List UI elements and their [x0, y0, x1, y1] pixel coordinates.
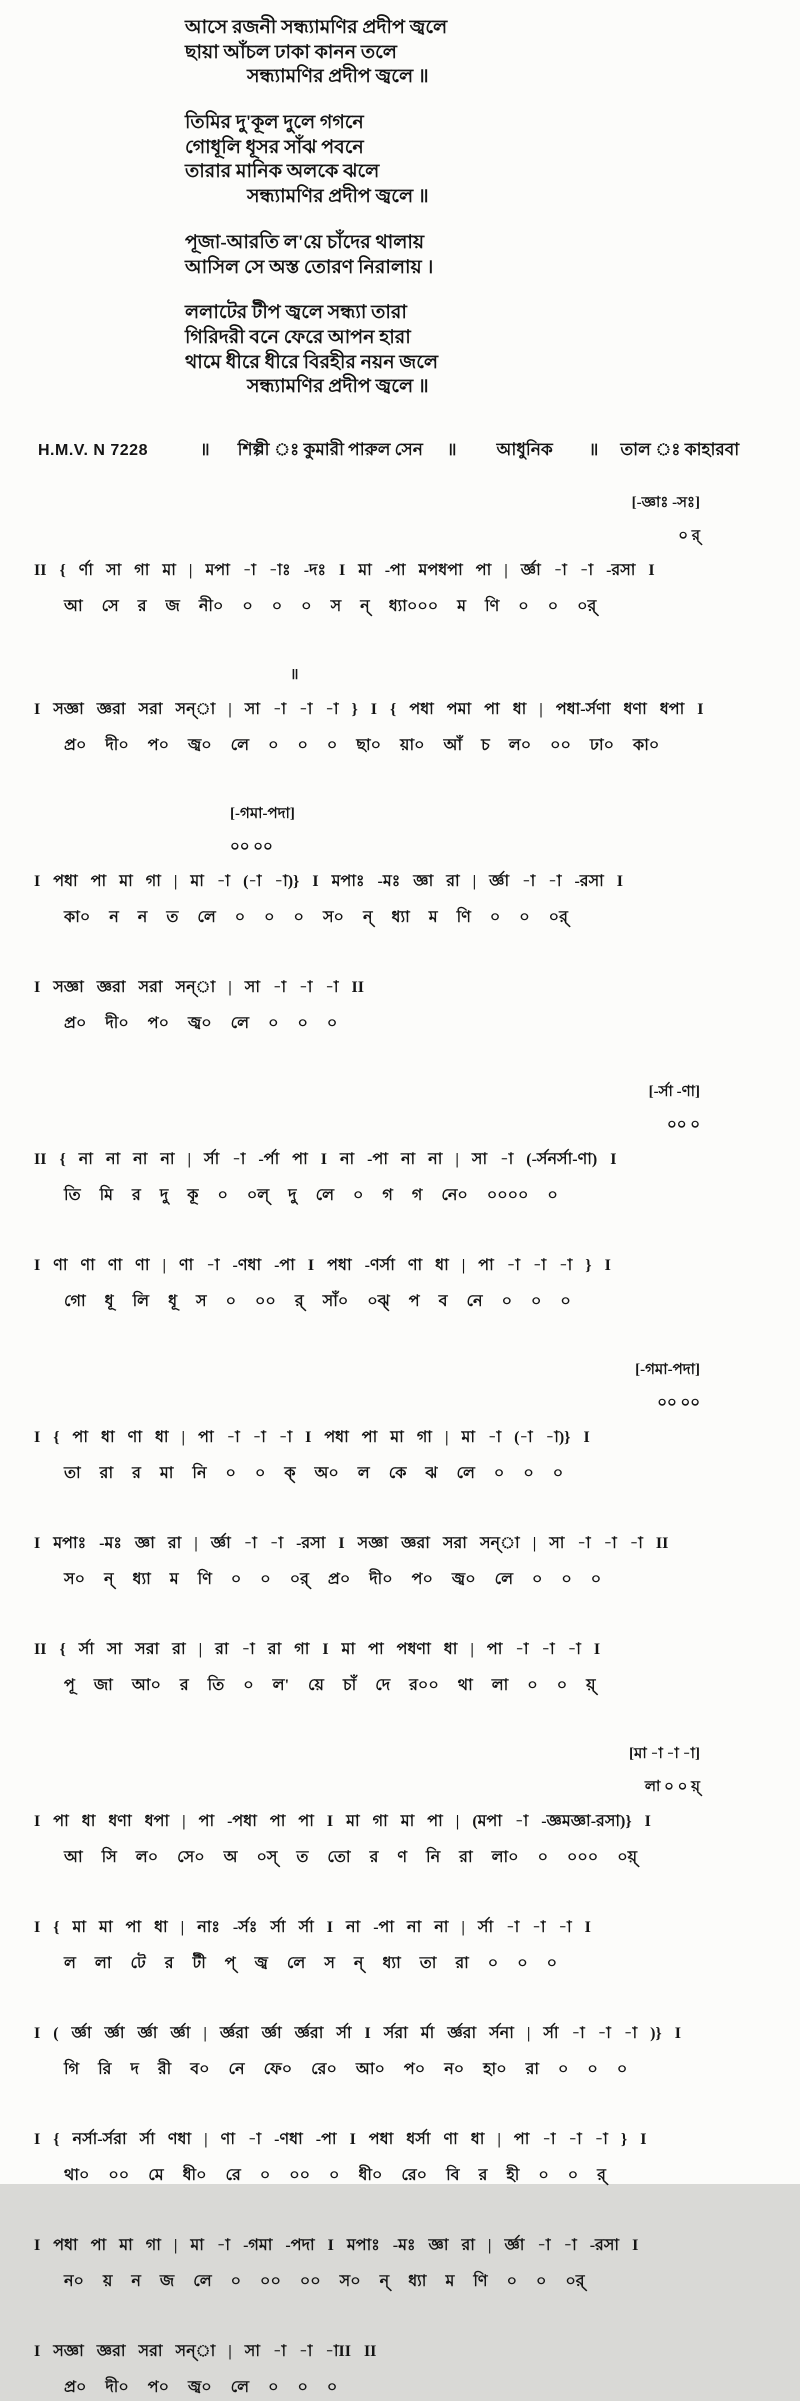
octave-annotation: ০০ ০ — [666, 1116, 700, 1133]
syllable-row: ল লা টে র টী প্ জ্ব লে স ন্ ধ্যা তা রা ০ ০ ০ — [64, 1954, 558, 1972]
syllable-row: তি মি র দু কূ ০ ০ল্ দু লে ০ গ গ নে০ ০০০০ ০ — [64, 1186, 558, 1204]
note-row: I { পা ধা ণা ধা | পা -া -া -া I পধা পা মা গা | মা -া (-া -া)} I — [34, 1428, 590, 1446]
syllable-row: প্র০ দী০ প০ জ্ব০ লে ০ ০ ০ — [64, 2378, 338, 2396]
notation-block — [34, 1636, 772, 1699]
notation-block — [34, 2020, 772, 2083]
note-row: I সজ্ঞা জ্ঞরা সরা সন্া | সা -া -া -া II — [34, 978, 364, 996]
note-row: I পা ধা ধণা ধপা | পা -পধা পা পা I মা গা মা পা | (মপা -া -জ্ঞমজ্ঞা-রসা)} I — [34, 1812, 651, 1830]
lyric-line: সন্ধ্যামণির প্রদীপ জ্বলে ॥ — [247, 376, 429, 398]
syllable-row: স০ ন্ ধ্যা ম ণি ০ ০ ০র্ প্র০ দী০ প০ জ্ব০ লে ০ ০ ০ — [64, 1570, 602, 1588]
lyric-line: পূজা-আরতি ল'য়ে চাঁদের থালায় — [185, 231, 425, 253]
lyric-line: থামে ধীরে ধীরে বিরহীর নয়ন জলে — [185, 351, 439, 373]
note-row: I ণা ণা ণা ণা | ণা -া -ণধা -পা I পধা -ণর্সা ণা ধা | পা -া -া -া } I — [34, 1256, 611, 1274]
note-row: II { র্ণা সা গা মা | মপা -া -াঃ -দঃ I মা -পা মপধপা পা | র্জ্ঞা -া -া -রসা I — [34, 561, 655, 579]
stanza — [185, 16, 780, 90]
taal-label: তাল ঃ কাহারবা — [620, 439, 740, 459]
note-row: I সজ্ঞা জ্ঞরা সরা সন্া | সা -া -া -া } I { পধা পমা পা ধা | পধা-র্সণা ধণা ধপা I — [34, 700, 704, 718]
octave-annotation: [-গমা-পদা] — [230, 805, 295, 822]
notation-block — [34, 1252, 772, 1315]
notation-block — [34, 1530, 772, 1593]
note-row: I ( র্জ্ঞা র্জ্ঞা র্জ্ঞা র্জ্ঞা | র্জ্ঞরা র্জ্ঞা র্জ্ঞরা র্সা I র্সরা র্মা র্জ্ঞরা র্সনা | র্সা -া -া -া )} I — [34, 2024, 681, 2042]
octave-annotation: [মা -া -া -া] — [629, 1745, 700, 1762]
lyric-line: ছায়া আঁচল ঢাকা কানন তলে — [185, 41, 397, 63]
notation-block — [34, 802, 772, 931]
lyric-line: সন্ধ্যামণির প্রদীপ জ্বলে ॥ — [247, 186, 429, 208]
lyric-line: গোধূলি ধূসর সাঁঝ পবনে — [185, 136, 364, 158]
note-row: I সজ্ঞা জ্ঞরা সরা সন্া | সা -া -া -াII II — [34, 2342, 377, 2360]
notation-section — [0, 465, 800, 2401]
note-row: I মপাঃ -মঃ জ্ঞা রা | র্জ্ঞা -া -া -রসা I সজ্ঞা জ্ঞরা সরা সন্া | সা -া -া -া II — [34, 1534, 669, 1552]
notation-block — [34, 974, 772, 1037]
notation-block — [34, 2232, 772, 2295]
syllable-row: কা০ ন ন ত লে ০ ০ ০ স০ ন্ ধ্যা ম ণি ০ ০ ০র্ — [64, 908, 568, 926]
lyric-line: আসে রজনী সন্ধ্যামণির প্রদীপ জ্বলে — [185, 17, 448, 38]
notation-block — [34, 663, 772, 759]
notation-block — [34, 1358, 772, 1487]
artist-name: শিল্পী ঃ কুমারী পারুল সেন — [237, 439, 423, 459]
genre-label: আধুনিক — [496, 439, 553, 459]
octave-annotation: ॥ — [290, 666, 299, 683]
syllable-row: থা০ ০০ মে ধী০ রে ০ ০০ ০ ধী০ রে০ বি র হী ০ ০ র্ — [64, 2166, 606, 2184]
syllable-row: তা রা র মা নি ০ ০ ক্ অ০ ল কে ঝ লে ০ ০ ০ — [64, 1464, 564, 1482]
notation-block — [34, 1080, 772, 1209]
note-row: I পধা পা মা গা | মা -া (-া -া)} I মপাঃ -মঃ জ্ঞা রা | র্জ্ঞা -া -া -রসা I — [34, 872, 624, 890]
notation-block — [34, 2338, 772, 2401]
syllable-row: প্র০ দী০ প০ জ্ব০ লে ০ ০ ০ ছা০ য়া০ আঁ চ ল০ ০০ ঢা০ কা০ — [64, 736, 660, 754]
stanza — [185, 301, 780, 400]
notation-block — [34, 491, 772, 620]
syllable-row: গো ধূ লি ধূ স ০ ০০ র্ সাঁ০ ০ঝ্ প ব নে ০ ০ ০ — [64, 1292, 571, 1310]
syllable-row: পূ জা আ০ র তি ০ ল' য়ে চাঁ দে র০০ থা লা ০ ০ য়্ — [64, 1676, 596, 1694]
lyric-line: আসিল সে অস্ত তোরণ নিরালায় । — [185, 256, 434, 278]
syllable-row: প্র০ দী০ প০ জ্ব০ লে ০ ০ ০ — [64, 1014, 338, 1032]
song-header — [0, 421, 800, 465]
octave-annotation: ০০ ০০ — [230, 838, 273, 855]
separator-mark: ॥ — [588, 439, 599, 459]
note-row: I { নর্সা-র্সরা র্সা ণধা | ণা -া -ণধা -পা I পধা ধর্সা ণা ধা | পা -া -া -া } I — [34, 2130, 647, 2148]
lyric-line: তিমির দু'কূল দুলে গগনে — [185, 112, 364, 134]
notation-block — [34, 1742, 772, 1871]
octave-annotation: ০০ ০০ — [657, 1394, 700, 1411]
separator-mark: ॥ — [446, 439, 457, 459]
octave-annotation: ০ র্ — [678, 527, 700, 544]
stanza — [185, 111, 780, 210]
note-row: II { না না না না | র্সা -া -র্পা পা I না -পা না না | সা -া (-র্সনর্সা-ণা) I — [34, 1150, 617, 1168]
syllable-row: আ সে র জ নী০ ০ ০ ০ স ন্ ধ্যা০০০ ম ণি ০ ০ ০র্ — [64, 597, 597, 615]
syllable-row: ন০ য় ন জ লে ০ ০০ ০০ স০ ন্ ধ্যা ম ণি ০ ০ ০র্ — [64, 2272, 585, 2290]
note-row: II { র্সা সা সরা রা | রা -া রা গা I মা পা পধণা ধা | পা -া -া -া I — [34, 1640, 601, 1658]
lyric-line: তারার মানিক অলকে ঝলে — [185, 161, 380, 183]
syllable-row: আ সি ল০ সে০ অ ০স্ ত তো র ণ নি রা লা০ ০ ০০০ ০য়্ — [64, 1848, 638, 1866]
octave-annotation: [-র্সা -ণা] — [648, 1083, 700, 1100]
octave-annotation: লা ০ ০ য়্ — [644, 1778, 700, 1795]
separator-mark: ॥ — [199, 439, 210, 459]
lyric-line: গিরিদরী বনে ফেরে আপন হারা — [185, 326, 411, 348]
lyrics-section — [0, 0, 800, 400]
note-row: I পধা পা মা গা | মা -া -গমা -পদা I মপাঃ -মঃ জ্ঞা রা | র্জ্ঞা -া -া -রসা I — [34, 2236, 639, 2254]
octave-annotation: [-জ্ঞাঃ -সঃ] — [631, 494, 700, 511]
octave-annotation: [-গমা-পদা] — [635, 1361, 700, 1378]
note-row: I { মা মা পা ধা | নাঃ -র্সঃ র্সা র্সা I না -পা না না | র্সা -া -া -া I — [34, 1918, 591, 1936]
syllable-row: গি রি দ রী ব০ নে ফে০ রে০ আ০ প০ ন০ হা০ রা ০ ০ ০ — [64, 2060, 628, 2078]
notation-block — [34, 2126, 772, 2189]
lyric-line: ললাটের টীপ জ্বলে সন্ধ্যা তারা — [185, 302, 407, 324]
lyric-line: সন্ধ্যামণির প্রদীপ জ্বলে ॥ — [247, 66, 429, 88]
stanza — [185, 231, 780, 280]
notation-block — [34, 1914, 772, 1977]
record-number: H.M.V. N 7228 — [38, 441, 148, 459]
